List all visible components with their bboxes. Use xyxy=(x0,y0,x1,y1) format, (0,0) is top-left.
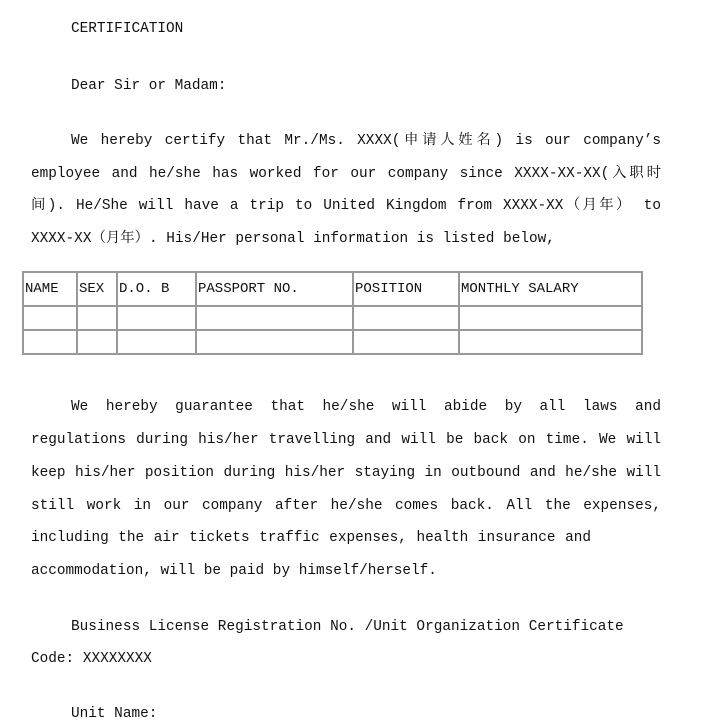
header-cell: NAME xyxy=(23,272,77,306)
para2-line: We hereby guarantee that he/she will abide by all laws and xyxy=(71,399,661,415)
para2-line: including the air tickets traffic expenses, health insurance and xyxy=(31,530,591,546)
table-cell xyxy=(23,306,77,330)
table-cell xyxy=(459,306,642,330)
table-row xyxy=(23,330,642,354)
para1-line: We hereby certify that Mr./Ms. XXXX(申请人姓名) is our company’s xyxy=(71,133,661,149)
table-cell xyxy=(459,330,642,354)
table-cell xyxy=(353,306,459,330)
para2-line: keep his/her position during his/her staying in outbound and he/she will xyxy=(31,465,661,481)
para1-line: employee and he/she has worked for our company since XXXX-XX-XX(入职时 xyxy=(31,166,661,182)
para2-line: still work in our company after he/she comes back. All the expenses, xyxy=(31,498,661,514)
table-cell xyxy=(117,306,196,330)
salutation: Dear Sir or Madam: xyxy=(71,78,227,94)
table-cell xyxy=(77,306,117,330)
table-cell xyxy=(77,330,117,354)
table-cell xyxy=(23,330,77,354)
para2-line: accommodation, will be paid by himself/herself. xyxy=(31,563,437,579)
para2-line: regulations during his/her travelling and will be back on time. We will xyxy=(31,432,661,448)
header-cell: D.O. B xyxy=(117,272,196,306)
table-cell xyxy=(196,306,353,330)
personal-info-table xyxy=(22,271,643,355)
unit-name-label: Unit Name: xyxy=(71,706,158,722)
header-cell: PASSPORT NO. xyxy=(196,272,353,306)
para3-line: Business License Registration No. /Unit Organization Certificate xyxy=(71,619,624,635)
para1-line: 间). He/She will have a trip to United Kingdom from XXXX-XX（月年） to xyxy=(31,198,661,214)
header-cell: SEX xyxy=(77,272,117,306)
para3-line: Code: XXXXXXXX xyxy=(31,651,152,667)
table-header-row xyxy=(23,272,642,306)
para1-line: XXXX-XX（月年）. His/Her personal information is listed below, xyxy=(31,231,555,247)
document-title: CERTIFICATION xyxy=(71,21,184,37)
table-row xyxy=(23,306,642,330)
header-cell: MONTHLY SALARY xyxy=(459,272,642,306)
table-cell xyxy=(353,330,459,354)
header-cell: POSITION xyxy=(353,272,459,306)
table-cell xyxy=(196,330,353,354)
table-cell xyxy=(117,330,196,354)
